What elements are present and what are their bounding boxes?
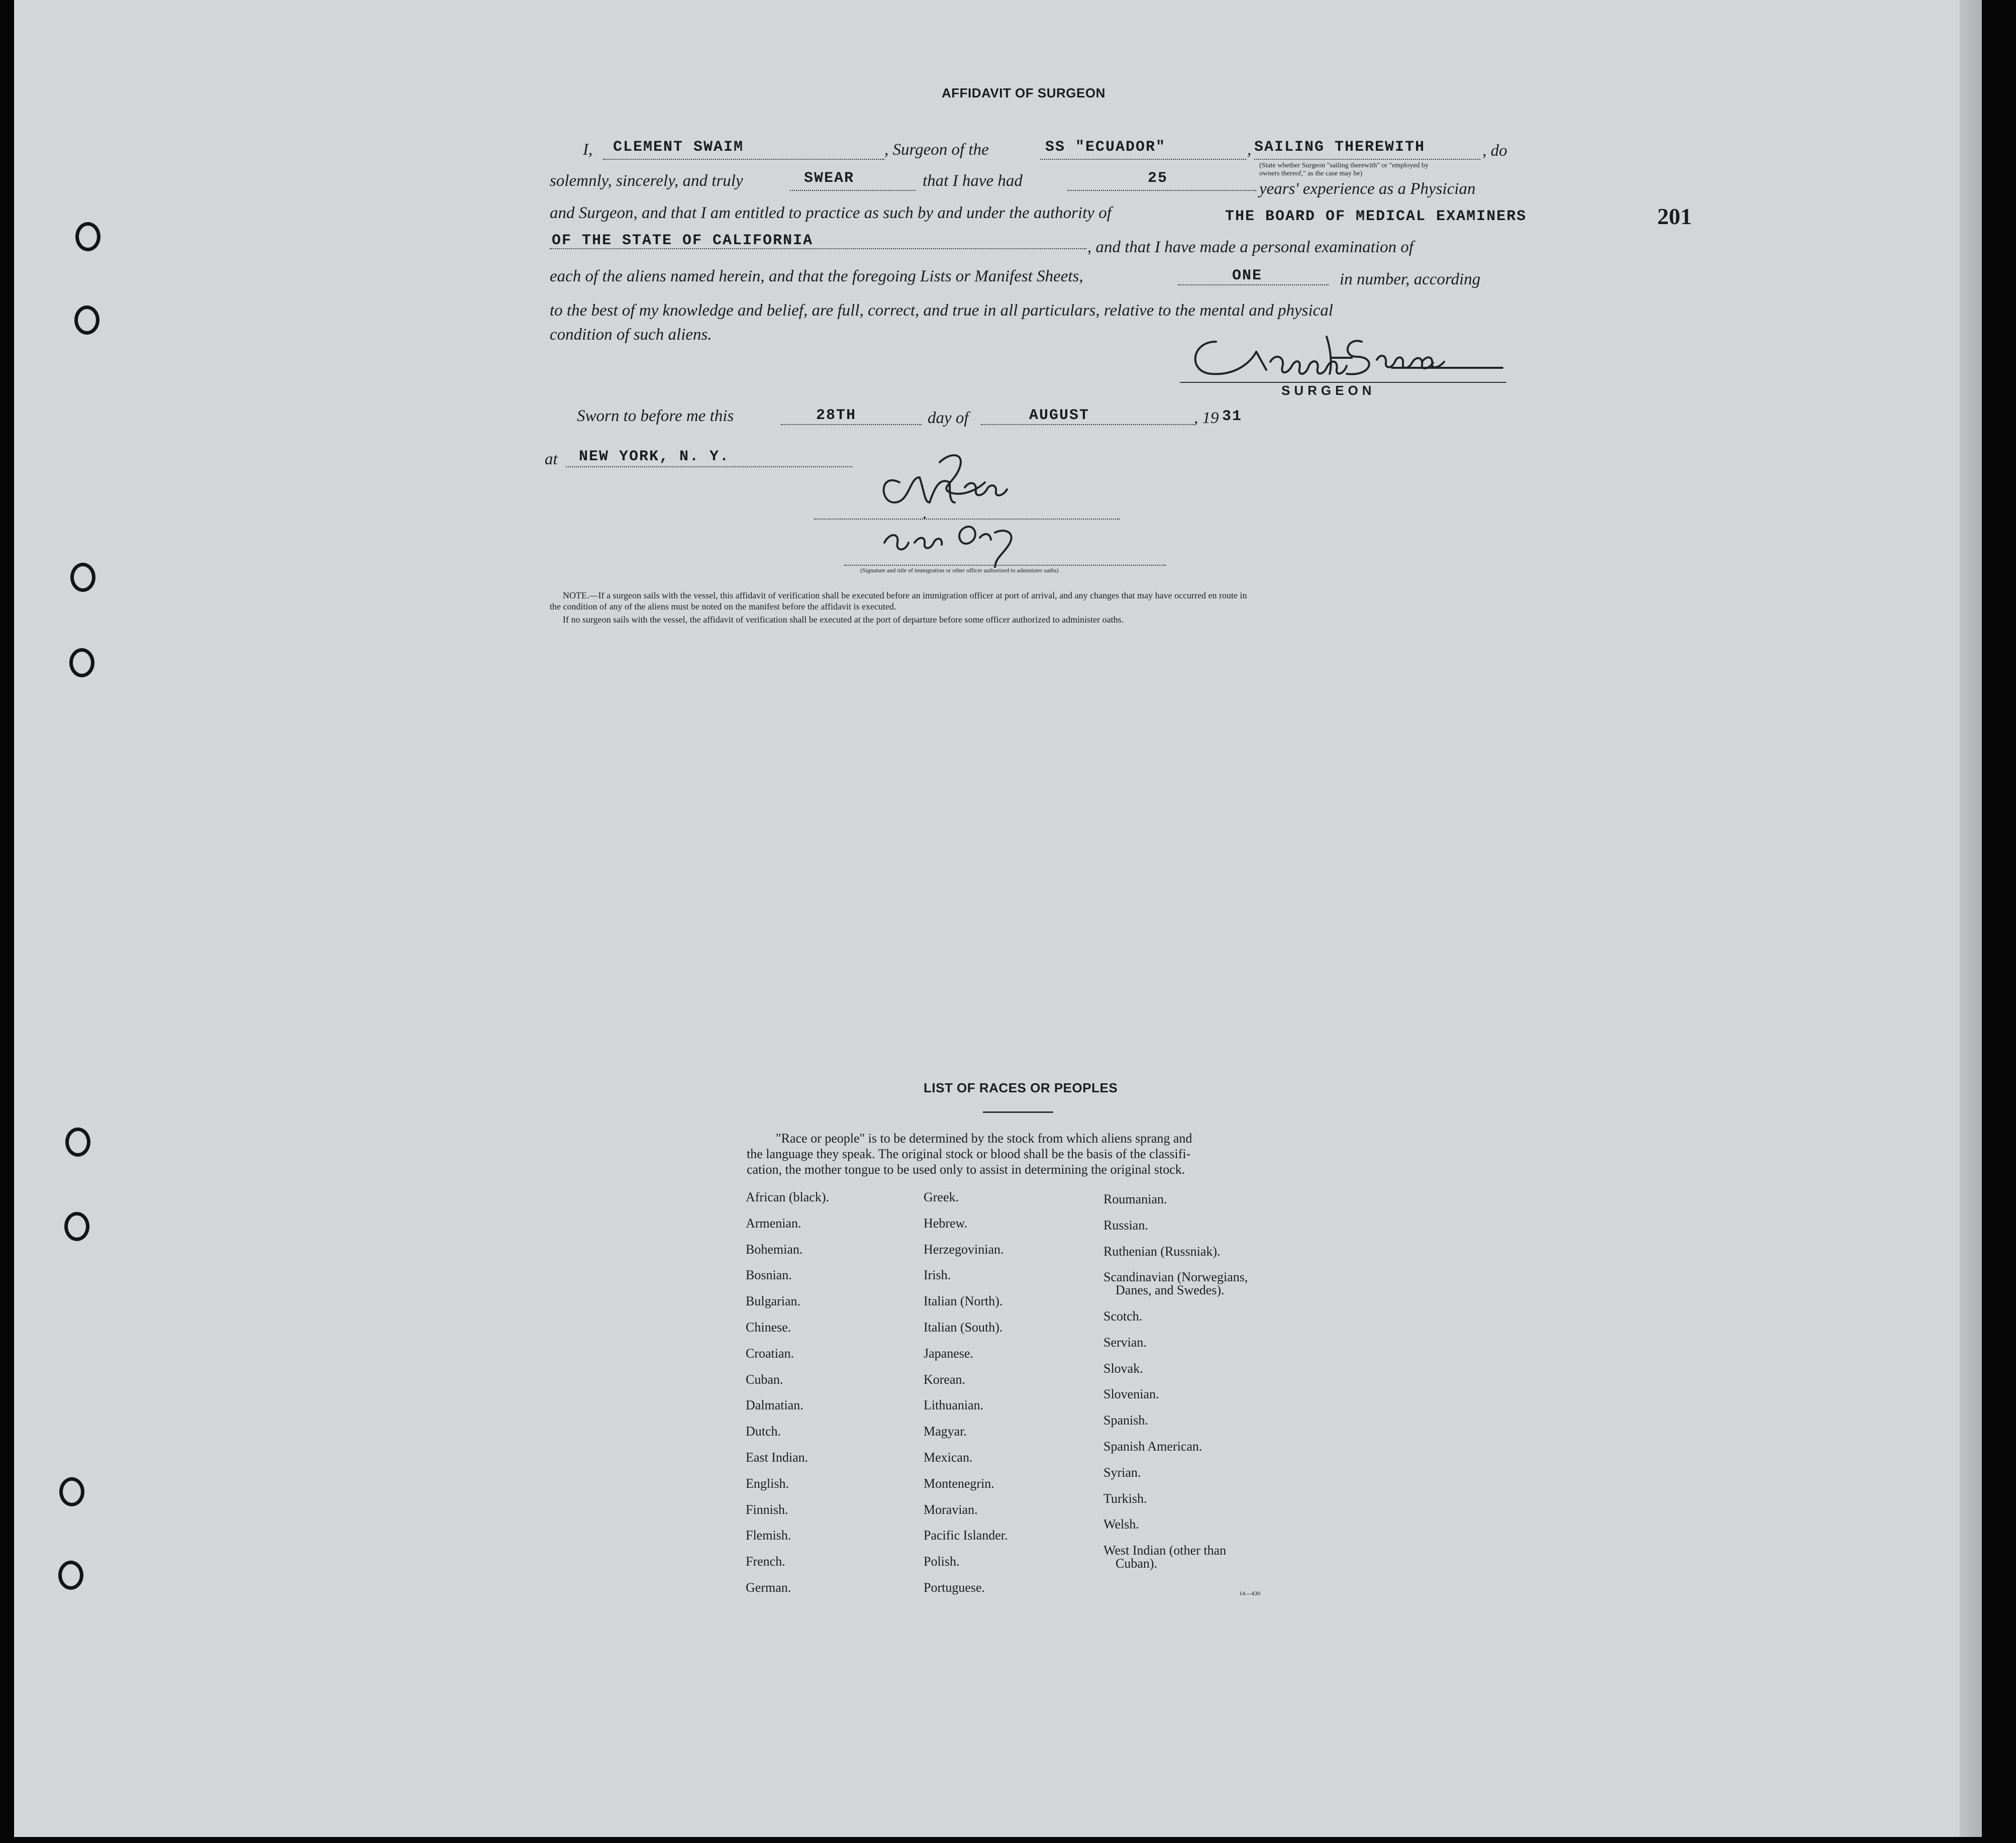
blank-line	[1254, 159, 1480, 160]
officer-signature-line-1	[814, 519, 1120, 520]
years-experience: 25	[1148, 170, 1168, 187]
race-item: Italian (South).	[924, 1320, 1003, 1335]
officer-caption: (Signature and title of immigration or other officer authorized to administer oaths)	[860, 567, 1059, 574]
text-sworn: Sworn to before me this	[577, 407, 734, 425]
blank-line	[981, 424, 1194, 425]
race-item: Slovak.	[1103, 1361, 1143, 1376]
text-best-knowledge: to the best of my knowledge and belief, are full, correct, and true in all particulars, relative to the mental and physical	[550, 301, 1333, 320]
race-item: Finnish.	[746, 1502, 788, 1517]
blank-line	[790, 190, 916, 191]
race-item: Italian (North).	[924, 1294, 1003, 1309]
race-item: German.	[746, 1580, 791, 1595]
race-item: French.	[746, 1554, 785, 1569]
text-day-of: day of	[928, 409, 969, 427]
sworn-place: NEW YORK, N. Y.	[579, 448, 730, 465]
text-comma: ,	[1247, 141, 1252, 159]
sworn-year: 31	[1222, 408, 1243, 425]
binder-hole	[69, 648, 94, 677]
race-item: Portuguese.	[924, 1580, 985, 1595]
race-item: Croatian.	[746, 1346, 794, 1361]
race-item: Pacific Islander.	[924, 1528, 1008, 1543]
officer-signature-line-2	[844, 565, 1166, 566]
text-surgeon-of: , Surgeon of the	[884, 141, 989, 159]
race-item: Bulgarian.	[746, 1294, 801, 1309]
officer-signature	[864, 442, 1075, 568]
authority-line-2: OF THE STATE OF CALIFORNIA	[552, 232, 814, 249]
text-each-of-aliens: each of the aliens named herein, and that the foregoing Lists or Manifest Sheets,	[550, 267, 1083, 285]
text-personal-examination: , and that I have made a personal examination of	[1087, 238, 1414, 256]
blank-line	[1040, 159, 1246, 160]
text-years-experience: years' experience as a Physician	[1259, 180, 1476, 198]
binder-hole	[58, 1561, 83, 1590]
race-item: Bosnian.	[746, 1268, 792, 1283]
blank-line	[566, 466, 852, 467]
race-item: Mexican.	[924, 1450, 973, 1465]
race-item: Polish.	[924, 1554, 960, 1569]
form-code: 14—430	[1239, 1590, 1260, 1597]
race-item: Korean.	[924, 1372, 966, 1387]
affidavit-title: AFFIDAVIT OF SURGEON	[942, 85, 1105, 100]
authority-line-1: THE BOARD OF MEDICAL EXAMINERS	[1225, 208, 1527, 225]
blank-line	[781, 424, 922, 425]
race-item: Syrian.	[1103, 1465, 1141, 1480]
blank-line	[1178, 284, 1329, 285]
surgeon-signature	[1181, 322, 1513, 387]
race-item: Cuban).	[1116, 1556, 1158, 1571]
race-item: Hebrew.	[924, 1215, 968, 1231]
vessel-name: SS "ECUADOR"	[1045, 139, 1166, 156]
race-item: Irish.	[924, 1268, 951, 1283]
race-item: Greek.	[924, 1190, 959, 1204]
race-item: Magyar.	[924, 1424, 967, 1439]
page-edge	[1960, 0, 1982, 1837]
race-item: Japanese.	[924, 1346, 973, 1361]
races-title-rule	[983, 1111, 1053, 1113]
races-intro-2: the language they speak. The original stock or blood shall be the basis of the classifi-	[747, 1147, 1191, 1161]
binder-hole	[65, 1128, 90, 1157]
text-i: I,	[583, 141, 593, 159]
state-note: (State whether Surgeon "sailing therewith" or "employed by owners thereof," as the case may be)	[1259, 162, 1429, 177]
race-item: Turkish.	[1103, 1491, 1147, 1506]
race-item: Montenegrin.	[924, 1476, 994, 1491]
binder-hole	[59, 1477, 84, 1506]
text-and-surgeon: and Surgeon, and that I am entitled to practice as such by and under the authority of	[550, 204, 1112, 222]
text-nineteen: , 19	[1194, 409, 1219, 427]
race-item: Servian.	[1103, 1335, 1147, 1350]
blank-line	[603, 159, 884, 160]
sailing-status: SAILING THEREWITH	[1254, 139, 1426, 156]
blank-line	[1067, 190, 1256, 191]
page-number: 201	[1657, 203, 1692, 229]
surgeon-name: CLEMENT SWAIM	[613, 139, 744, 156]
binder-hole	[74, 305, 99, 335]
note-line-1: NOTE.—If a surgeon sails with the vessel, this affidavit of verification shall be executed before an immigration officer at port of arrival, and any changes that may have occurred en route in	[563, 590, 1247, 600]
text-do: , do	[1482, 142, 1507, 160]
race-item: Russian.	[1103, 1217, 1148, 1233]
race-item: African (black).	[746, 1190, 830, 1204]
race-item: Dalmatian.	[746, 1398, 803, 1413]
race-item: Spanish American.	[1103, 1439, 1202, 1454]
binder-hole	[75, 222, 100, 251]
race-item: Roumanian.	[1103, 1192, 1167, 1206]
race-item: West Indian (other than	[1103, 1543, 1227, 1558]
sworn-month: AUGUST	[1029, 407, 1090, 424]
race-item: Dutch.	[746, 1424, 781, 1439]
race-item: Danes, and Swedes).	[1116, 1283, 1225, 1298]
text-solemnly: solemnly, sincerely, and truly	[550, 172, 743, 190]
race-item: Cuban.	[746, 1372, 783, 1387]
binder-hole	[70, 563, 95, 592]
race-item: Armenian.	[746, 1215, 801, 1231]
race-item: Bohemian.	[746, 1242, 803, 1257]
race-item: Scandinavian (Norwegians,	[1103, 1270, 1248, 1285]
races-title: LIST OF RACES OR PEOPLES	[924, 1080, 1118, 1095]
text-at: at	[545, 450, 558, 468]
races-intro-3: cation, the mother tongue to be used only to assist in determining the original stock.	[747, 1162, 1185, 1177]
race-item: Flemish.	[746, 1528, 791, 1543]
sheets-count: ONE	[1232, 267, 1263, 284]
race-item: Scotch.	[1103, 1309, 1143, 1323]
race-item: Herzegovinian.	[924, 1242, 1004, 1257]
text-that-i-have-had: that I have had	[923, 172, 1023, 190]
binder-hole	[64, 1212, 89, 1241]
surgeon-label: SURGEON	[1281, 383, 1376, 398]
text-in-number: in number, according	[1340, 270, 1481, 288]
race-item: Chinese.	[746, 1320, 791, 1335]
race-item: Slovenian.	[1103, 1387, 1159, 1402]
note-line-3: If no surgeon sails with the vessel, the affidavit of verification shall be executed at the port of departure before some officer authorized to administer oaths.	[563, 615, 1124, 625]
race-item: Spanish.	[1103, 1413, 1148, 1428]
text-condition: condition of such aliens.	[550, 326, 712, 344]
oath-type: SWEAR	[804, 170, 855, 187]
race-item: English.	[746, 1476, 789, 1491]
races-intro-1: "Race or people" is to be determined by the stock from which aliens sprang and	[776, 1131, 1192, 1146]
race-item: East Indian.	[746, 1450, 809, 1465]
race-item: Moravian.	[924, 1502, 978, 1517]
race-item: Welsh.	[1103, 1517, 1139, 1532]
note-line-2: the condition of any of the aliens must be noted on the manifest before the affidavit is executed.	[550, 601, 896, 611]
race-item: Ruthenian (Russniak).	[1103, 1244, 1221, 1259]
sworn-day: 28TH	[816, 407, 857, 424]
race-item: Lithuanian.	[924, 1398, 984, 1413]
